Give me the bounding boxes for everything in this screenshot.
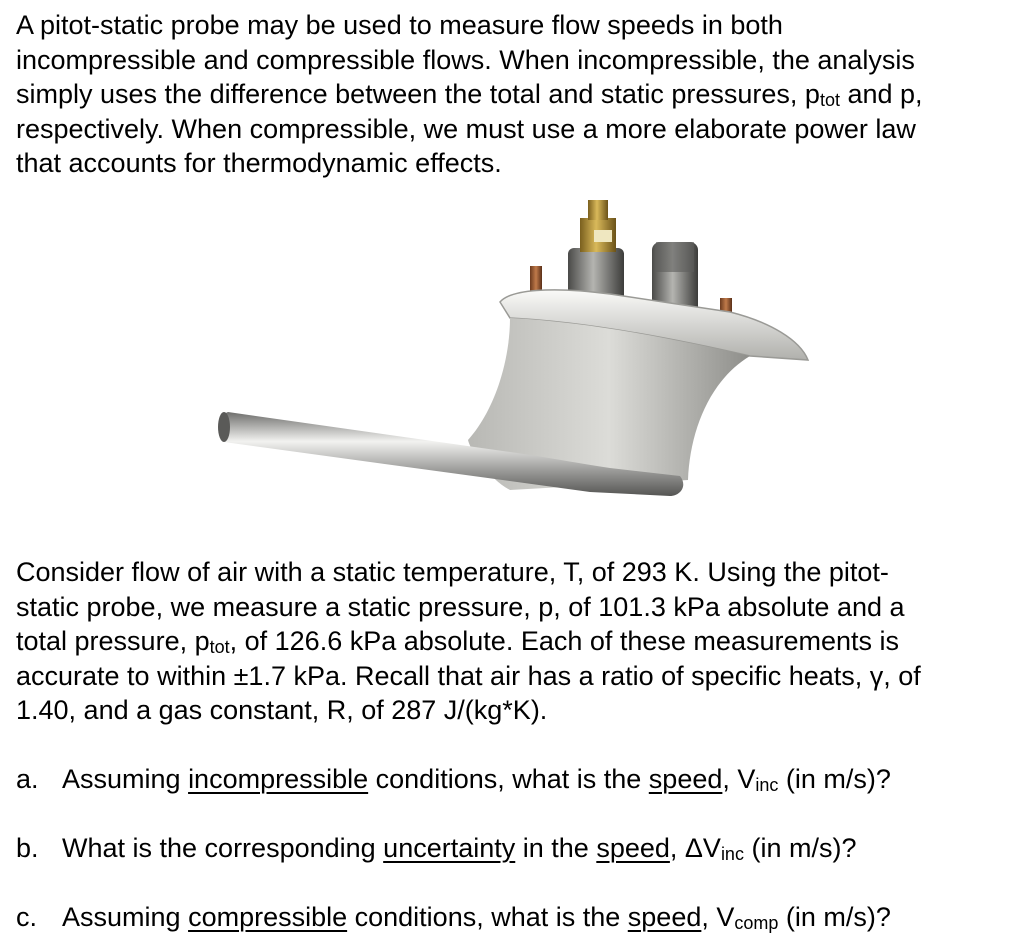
question-a [16, 762, 891, 796]
underlined-term: speed [627, 902, 702, 932]
question-b [16, 831, 856, 865]
subscript: inc [755, 775, 779, 795]
question-text: , V [722, 764, 756, 794]
subscript: tot [819, 90, 840, 110]
question-text: conditions, what is the [347, 902, 628, 932]
fitting-label [594, 230, 612, 242]
problem-text: , of 126.6 kPa absolute. Each of these measurements is [229, 626, 900, 656]
subscript: comp [734, 913, 779, 933]
question-text: conditions, what is the [368, 764, 649, 794]
question-text: in the [515, 833, 597, 863]
subscript: inc [720, 844, 744, 864]
pitot-static-probe-image [210, 190, 820, 520]
underlined-term: incompressible [188, 764, 369, 794]
problem-line: accurate to within ±1.7 kPa. Recall that air has a ratio of specific heats, γ, of [16, 660, 921, 691]
problem-text: total pressure, p [16, 626, 210, 656]
question-text: (in m/s)? [743, 833, 857, 863]
question-text: Assuming [62, 764, 189, 794]
problem-line [16, 624, 1016, 659]
intro-line: A pitot-static probe may be used to measure flow speeds in both [16, 10, 783, 40]
intro-paragraph [16, 8, 1016, 181]
intro-text: simply uses the difference between the total and static pressures, p [16, 79, 820, 109]
subscript: tot [209, 637, 230, 657]
question-text: What is the corresponding [62, 833, 384, 863]
question-text: , V [701, 902, 735, 932]
intro-line: that accounts for thermodynamic effects. [16, 148, 502, 178]
underlined-term: uncertainty [383, 833, 516, 863]
intro-line [16, 77, 1016, 112]
question-text: , ΔV [669, 833, 721, 863]
question-text: (in m/s)? [778, 902, 891, 932]
underlined-term: speed [596, 833, 670, 863]
question-text: (in m/s)? [778, 764, 891, 794]
question-letter: c. [16, 902, 38, 932]
question-letter: b. [16, 833, 39, 863]
intro-line: incompressible and compressible flows. When incompressible, the analysis [16, 44, 915, 75]
fitting-thread [656, 242, 694, 272]
intro-text: and p, [839, 79, 923, 109]
problem-paragraph [16, 555, 1016, 728]
underlined-term: speed [648, 764, 723, 794]
question-c [16, 900, 891, 934]
problem-line: 1.40, and a gas constant, R, of 287 J/(kg*K). [16, 695, 548, 725]
question-letter: a. [16, 764, 39, 794]
question-text: Assuming [62, 902, 189, 932]
tube-inlet [218, 412, 230, 442]
problem-line: Consider flow of air with a static temperature, T, of 293 K. Using the pitot- [16, 557, 889, 587]
intro-line: respectively. When compressible, we must use a more elaborate power law [16, 113, 916, 144]
problem-line: static probe, we measure a static pressure, p, of 101.3 kPa absolute and a [16, 591, 905, 622]
fitting-brass-tip [588, 200, 608, 220]
underlined-term: compressible [188, 902, 348, 932]
